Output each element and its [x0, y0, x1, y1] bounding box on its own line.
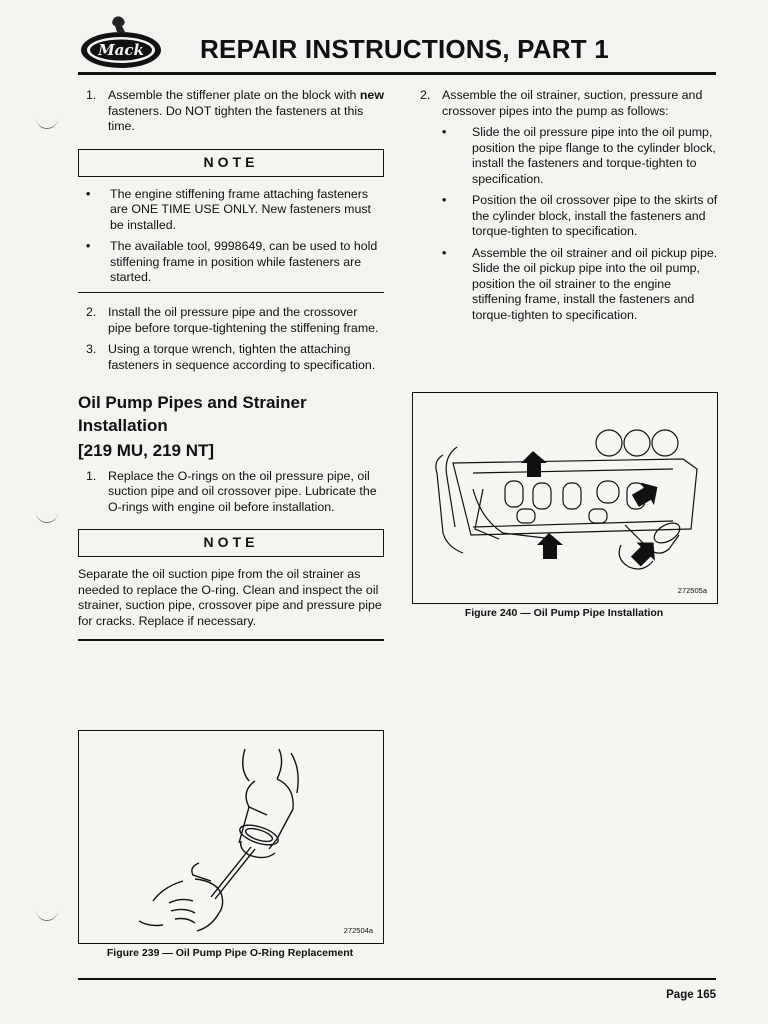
step-number: 3.: [86, 342, 97, 356]
figure-id: 272504a: [343, 926, 373, 935]
bullet-text: Assemble the oil strainer and oil pickup pipe. Slide the oil pickup pipe into the oil pump, position the oil strainer to the engine stiffening frame, install the fasteners and torque-tighten to specification.: [472, 245, 718, 322]
note-box: NOTE: [78, 529, 384, 557]
bullet-icon: •: [442, 245, 447, 260]
margin-mark: [36, 118, 58, 129]
bullet-text: Slide the oil pressure pipe into the oil pump, position the pipe flange to the cylinder block, install the fasteners and torque-tighten to specification.: [472, 125, 716, 186]
header-rule: [78, 72, 716, 75]
note-divider: [78, 639, 384, 641]
figure-id: 272505a: [677, 586, 707, 595]
bullet-icon: •: [442, 193, 447, 207]
bullet-icon: •: [86, 186, 91, 201]
step-number: 2.: [86, 305, 97, 319]
step-1b: [78, 469, 384, 516]
bullet-text: The available tool, 9998649, can be used to hold stiffening frame in position while fasteners are started.: [110, 239, 378, 284]
step-number: 2.: [420, 88, 431, 102]
footer-rule: [78, 978, 716, 980]
bullet-icon: •: [86, 239, 91, 253]
note-bullet: [78, 239, 384, 286]
note-bullet: [78, 187, 384, 234]
step-number: 1.: [86, 88, 97, 102]
step-1: [78, 88, 384, 135]
step-number: 1.: [86, 468, 97, 483]
page-title: REPAIR INSTRUCTIONS, PART 1: [200, 34, 609, 64]
figure-240: [412, 392, 718, 604]
step-text: Assemble the stiffener plate on the block with new fasteners. Do NOT tighten the fasteners at this time.: [108, 88, 384, 133]
step-2: [78, 305, 384, 336]
margin-mark: [36, 910, 58, 921]
step-2-right: [412, 88, 718, 119]
step-3: [78, 342, 384, 373]
procedure-bullet: [412, 193, 718, 240]
left-column: [78, 88, 384, 653]
bullet-text: Position the oil crossover pipe to the skirts of the cylinder block, install the fasteners and torque-tighten to specification.: [472, 193, 718, 238]
model-tag: [219 MU, 219 NT]: [78, 441, 215, 460]
right-column: [412, 88, 718, 329]
figure-239: [78, 730, 384, 944]
step-text: Using a torque wrench, tighten the attaching fasteners in sequence according to specification.: [108, 342, 376, 372]
o-ring-illustration: [79, 731, 383, 943]
note-box: NOTE: [78, 149, 384, 177]
bullet-icon: •: [442, 125, 447, 139]
figure-caption: Figure 239 — Oil Pump Pipe O-Ring Replacement: [106, 947, 354, 959]
step-text: Install the oil pressure pipe and the crossover pipe before torque-tightening the stiffening frame.: [108, 305, 379, 335]
note-divider: [78, 292, 384, 294]
procedure-bullet: [412, 125, 718, 187]
note-text: Separate the oil suction pipe from the oil strainer as needed to replace the O-ring. Clean and inspect the oil strainer, suction pipe, crossover pipe and pressure pipe for cracks. Replace if necessary.: [78, 567, 382, 628]
figure-caption: Figure 240 — Oil Pump Pipe Installation: [464, 607, 664, 619]
section-title: Oil Pump Pipes and Strainer Installation: [78, 393, 307, 435]
margin-mark: [36, 512, 58, 523]
oil-pump-illustration: [413, 393, 717, 603]
page-number: Page 165: [666, 989, 716, 1001]
step-text: Assemble the oil strainer, suction, pressure and crossover pipes into the pump as follows:: [442, 88, 703, 118]
step-text: Replace the O-rings on the oil pressure pipe, oil suction pipe and oil crossover pipe. Lubricate the O-rings with engine oil before installation.: [108, 468, 377, 514]
bullet-text: The engine stiffening frame attaching fasteners are ONE TIME USE ONLY. New fasteners must be installed.: [110, 186, 371, 232]
mack-logo: [76, 14, 166, 74]
svg-text:Mack: Mack: [98, 41, 144, 59]
procedure-bullet: [412, 246, 718, 324]
